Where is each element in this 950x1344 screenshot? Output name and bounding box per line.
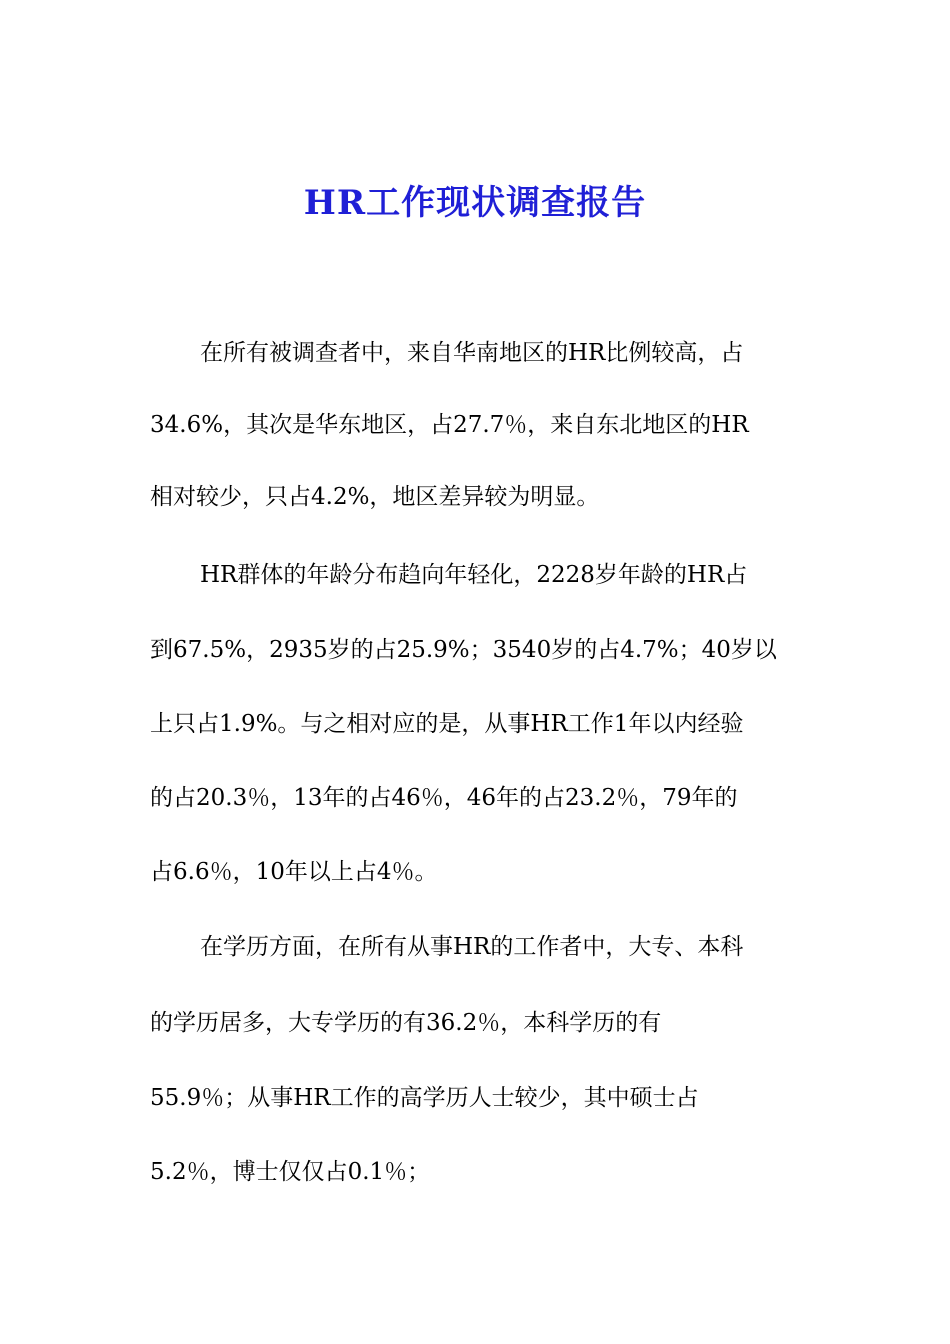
paragraph-3-line-2: 的学历居多，大专学历的有36.2％，本科学历的有 [150,1010,662,1036]
paragraph-2-line-5: 占6.6％，10年以上占4％。 [150,859,438,885]
paragraph-2-line-3: 上只占1.9%。与之相对应的是，从事HR工作1年以内经验 [150,711,744,737]
paragraph-1-line-3: 相对较少，只占4.2%，地区差异较为明显。 [150,484,600,510]
paragraph-1-line-2: 34.6%，其次是华东地区，占27.7％，来自东北地区的HR [150,412,749,438]
paragraph-1-line-1: 在所有被调查者中，来自华南地区的HR比例较高，占 [200,340,744,366]
paragraph-2-line-2: 到67.5%，2935岁的占25.9%；3540岁的占4.7%；40岁以 [150,637,777,663]
paragraph-3-line-1: 在学历方面，在所有从事HR的工作者中，大专、本科 [200,934,744,960]
paragraph-2-line-1: HR群体的年龄分布趋向年轻化，2228岁年龄的HR占 [200,562,748,588]
paragraph-2-line-4: 的占20.3％，13年的占46％，46年的占23.2％，79年的 [150,785,738,811]
document-title: HR工作现状调查报告 [303,183,647,223]
paragraph-3-line-3: 55.9％；从事HR工作的高学历人士较少，其中硕士占 [150,1085,699,1111]
paragraph-3-line-4: 5.2％，博士仅仅占0.1％； [150,1159,431,1185]
